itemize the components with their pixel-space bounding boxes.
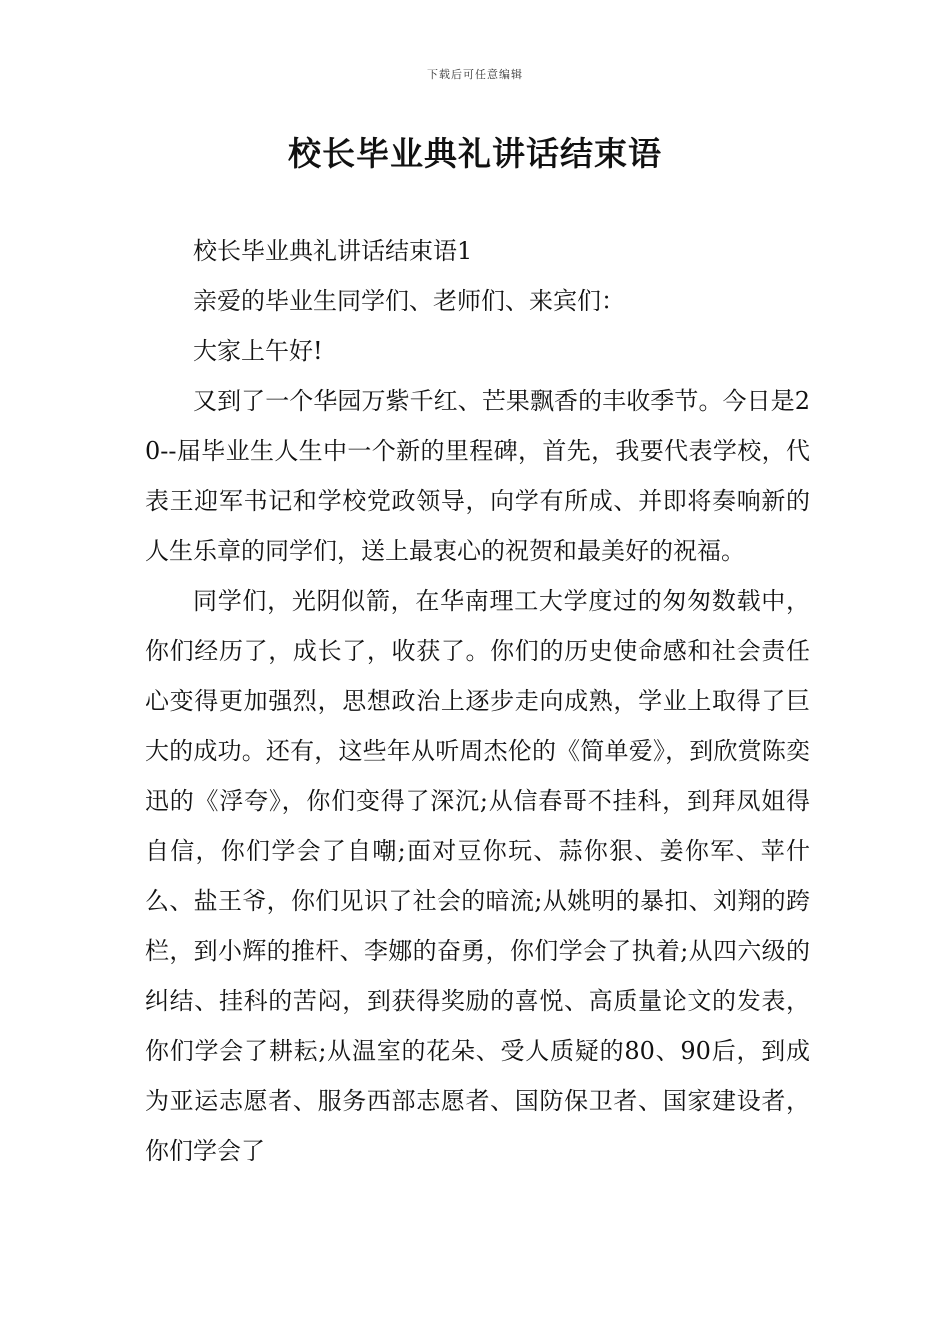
document-title: 校长毕业典礼讲话结束语: [288, 134, 662, 173]
section-heading: 校长毕业典礼讲话结束语1: [193, 237, 473, 265]
body-paragraph: 同学们，光阴似箭，在华南理工大学度过的匆匆数载中，你们经历了，成长了，收获了。你们的历史使命感和社会责任心变得更加强烈，思想政治上逐步走向成熟，学业上取得了巨大的成功。还有，这些年从听周杰伦的《简单爱》，到欣赏陈奕迅的《浮夸》，你们变得了深沉;从信春哥不挂科，到拜凤姐得自信，你们学会了自嘲;面对豆你玩、蒜你狠、姜你军、苹什么、盐王爷，你们见识了社会的暗流;从姚明的暴扣、刘翔的跨栏，到小辉的推杆、李娜的奋勇，你们学会了执着;从四六级的纠结、挂科的苦闷，到获得奖励的喜悦、高质量论文的发表，你们学会了耕耘;从温室的花朵、受人质疑的80、90后，到成为亚运志愿者、服务西部志愿者、国防保卫者、国家建设者，你们学会了: [145, 587, 810, 1165]
document-body: [145, 226, 810, 1176]
salutation: 亲爱的毕业生同学们、老师们、来宾们：: [193, 287, 625, 315]
header-note: 下载后可任意编辑: [427, 68, 523, 81]
greeting: 大家上午好!: [193, 337, 323, 365]
body-paragraph: 又到了一个华园万紫千红、芒果飘香的丰收季节。今日是20--届毕业生人生中一个新的里程碑，首先，我要代表学校，代表王迎军书记和学校党政领导，向学有所成、并即将奏响新的人生乐章的同学们，送上最衷心的祝贺和最美好的祝福。: [145, 387, 810, 565]
